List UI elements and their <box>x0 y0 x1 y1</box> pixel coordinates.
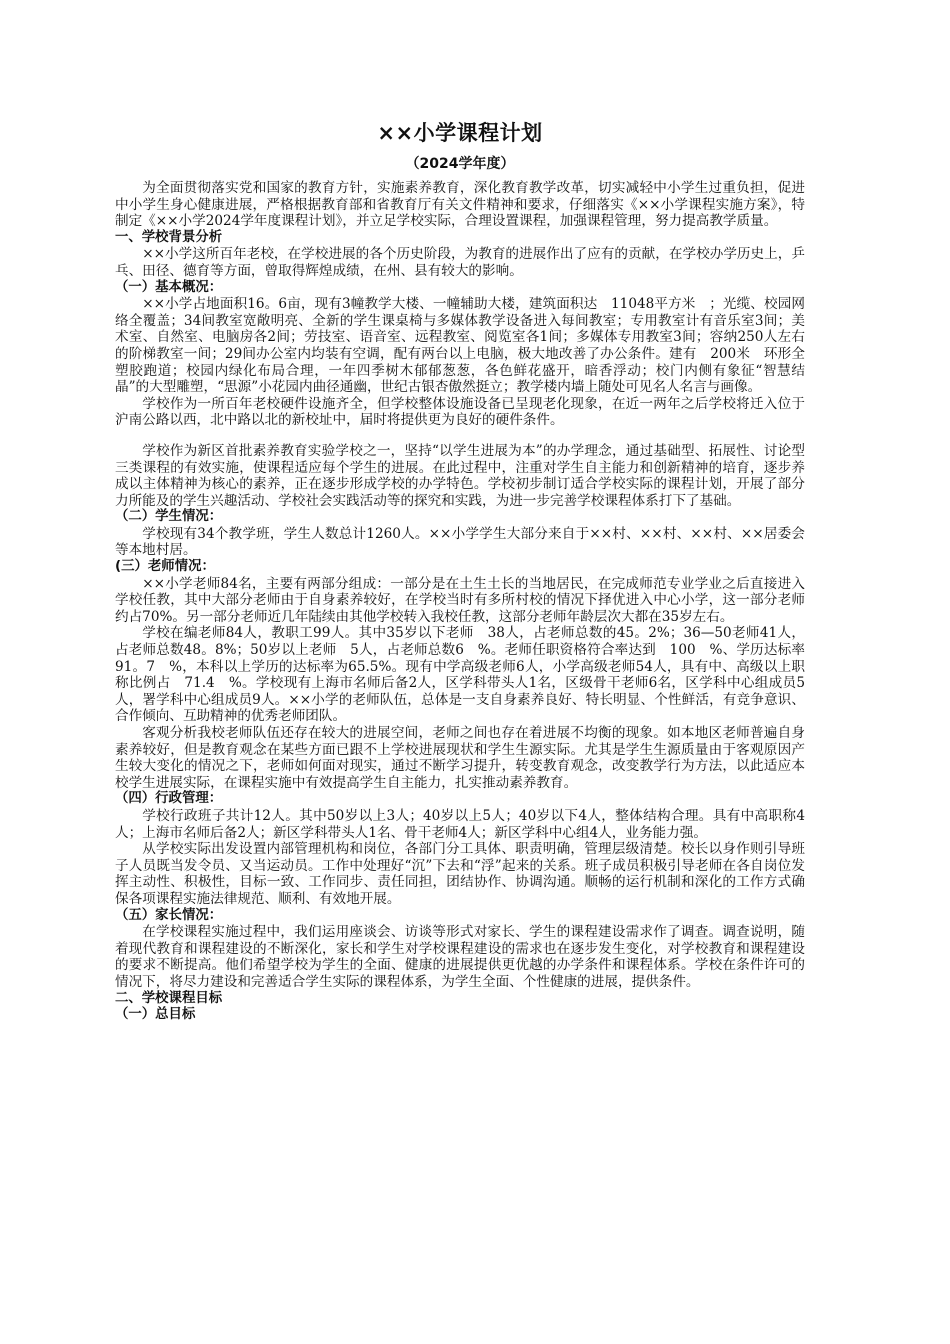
overview-paragraph-3: 学校作为新区首批素养教育实验学校之一，坚持“以学生进展为本”的办学理念，通过基础型、拓展性、讨论型三类课程的有效实施，使课程适应每个学生的进展。在此过程中，注重对学生自主能力和创新精神的培育，逐步养成以主体精神为核心的素养，正在逐步形成学校的办学特色。学校初步制订适合学校实际的课程计划，开展了部分力所能及的学生兴趣活动、学校社会实践活动等的探究和实践，为进一步完善学校课程体系打下了基础。 <box>115 442 805 509</box>
document-subtitle: （2024学年度） <box>405 156 515 172</box>
overview-paragraph-2: 学校作为一所百年老校硬件设施齐全，但学校整体设施设备已呈现老化现象，在近一两年之后学校将迁入位于沪南公路以西，北中路以北的新校址中，届时将提供更为良好的硬件条件。 <box>115 395 805 429</box>
teachers-paragraph-1: ××小学老师84名，主要有两部分组成：一部分是在土生土长的当地居民，在完成师范专业学业之后直接进入学校任教，其中大部分老师由于自身素养较好，在学校当时有多所村校的情况下择优进入中心小学，这一部分老师约占70%。另一部分老师近几年陆续由其他学校转入我校任教，这部分老师年龄层次大都在35岁左右。 <box>115 575 805 625</box>
intro-paragraph: 为全面贯彻落实党和国家的教育方针，实施素养教育，深化教育教学改革，切实减轻中小学生过重负担，促进中小学生身心健康进展，严格根据教育部和省教育厅有关文件精神和要求，仔细落实《××小学课程实施方案》，特制定《××小学2024学年度课程计划》，并立足学校实际，合理设置课程，加强课程管理，努力提高教学质量。 <box>115 180 805 230</box>
overview-paragraph-1: ××小学占地面积16。6亩，现有3幢教学大楼、一幢辅助大楼，建筑面积达 11048平方米 ；光缆、校园网络全覆盖；34间教室宽敞明亮、全新的学生课桌椅与多媒体教学设备进入每间教室；专用教室计有音乐室3间；美术室、自然室、电脑房各2间；劳技室、语音室、远程教室、阅览室各1间；多媒体专用教室3间；容纳250人左右的阶梯教室一间；29间办公室内均装有空调，配有两台以上电脑，极大地改善了办公条件。建有 200米 环形全塑胶跑道；校园内绿化布局合理，一年四季树木郁郁葱葱，各色鲜花盛开，暗香浮动；校门内侧有象征“智慧结晶”的大型雕塑，“思源”小花园内曲径通幽，世纪古银杏傲然挺立；教学楼内墙上随处可见名人名言与画像。 <box>115 296 805 396</box>
section-heading-background: 一、学校背景分析 <box>115 229 223 245</box>
teachers-paragraph-3: 客观分析我校老师队伍还存在较大的进展空间，老师之间也存在着进展不均衡的现象。如本地区老师普遍自身素养较好，但是教育观念在某些方面已跟不上学校进展现状和学生生源实际。尤其是学生生源质量由于客观原因产生较大变化的情况之下，老师如何面对现实，通过不断学习提升，转变教育观念，改变教学行为方法，以此适应本校学生进展实际，在课程实施中有效提高学生自主能力，扎实推动素养教育。 <box>115 725 805 791</box>
subsection-heading-overview: （一）基本概况： <box>115 279 223 295</box>
paragraph-gap <box>115 429 805 443</box>
teachers-paragraph-2: 学校在编老师84人，教职工99人。其中35岁以下老师 38人，占老师总数的45。2%；36—50老师41人，占老师总数48。8%；50岁以上老师 5人，占老师总数6 %。老师任职资格符合率达到 100 %、学历达标率 91。7 %，本科以上学历的达标率为65.5%。现有中学高级老师6人，小学高级老师54人，具有中、高级以上职称比例占 71.4 %。学校现有上海市名师后备2人，区学科带头人1名，区级骨干老师6名，区学科中心组成员5人，署学科中心组成员9人。××小学的老师队伍，总体是一支自身素养良好、特长明显、个性鲜活，有竞争意识、合作倾向、互助精神的优秀老师团队。 <box>115 625 819 725</box>
background-paragraph: ××小学这所百年老校，在学校进展的各个历史阶段，为教育的进展作出了应有的贡献，在学校办学历史上，乒乓、田径、德育等方面，曾取得辉煌成绩，在州、县有较大的影响。 <box>115 246 805 279</box>
parents-paragraph: 在学校课程实施过程中，我们运用座谈会、访谈等形式对家长、学生的课程建设需求作了调查。调查说明，随着现代教育和课程建设的不断深化，家长和学生对学校课程建设的需求也在逐步发生变化，对学校教育和课程建设的要求不断提高。他们希望学校为学生的全面、健康的进展提供更优越的办学条件和课程体系。学校在条件许可的情况下，将尽力建设和完善适合学生实际的课程体系，为学生全面、个性健康的进展，提供条件。 <box>115 924 805 990</box>
subsection-heading-parents: （五）家长情况： <box>115 907 223 923</box>
subsection-heading-teachers: (三）老师情况： <box>115 559 215 575</box>
students-paragraph: 学校现有34个教学班，学生人数总计1260人。××小学学生大部分来自于××村、××村、××村、××居委会等本地村居。 <box>115 525 805 559</box>
subsection-heading-overall-goal: （一）总目标 <box>115 1007 196 1023</box>
subsection-heading-students: （二）学生情况： <box>115 509 223 525</box>
section-heading-goals: 二、学校课程目标 <box>115 990 223 1006</box>
document-title: ××小学课程计划 <box>377 121 543 145</box>
administration-paragraph-1: 学校行政班子共计12人。其中50岁以上3人；40岁以上5人；40岁以下4人，整体结构合理。具有中高职称4人；上海市名师后备2人；新区学科带头人1名、骨干老师4人；新区学科中心组4人，业务能力强。 <box>115 807 805 841</box>
subsection-heading-administration: （四）行政管理： <box>115 791 223 807</box>
document-page <box>115 118 819 1024</box>
administration-paragraph-2: 从学校实际出发设置内部管理机构和岗位，各部门分工具体、职责明确，管理层级清楚。校长以身作则引导班子人员既当发令员、又当运动员。工作中处理好“沉”下去和“浮”起来的关系。班子成员积极引导老师在各自岗位发挥主动性、积极性，目标一致、工作同步、责任同担，团结协作、协调沟通。顺畅的运行机制和深化的工作方式确保各项课程实施法律规范、顺利、有效地开展。 <box>115 841 805 907</box>
